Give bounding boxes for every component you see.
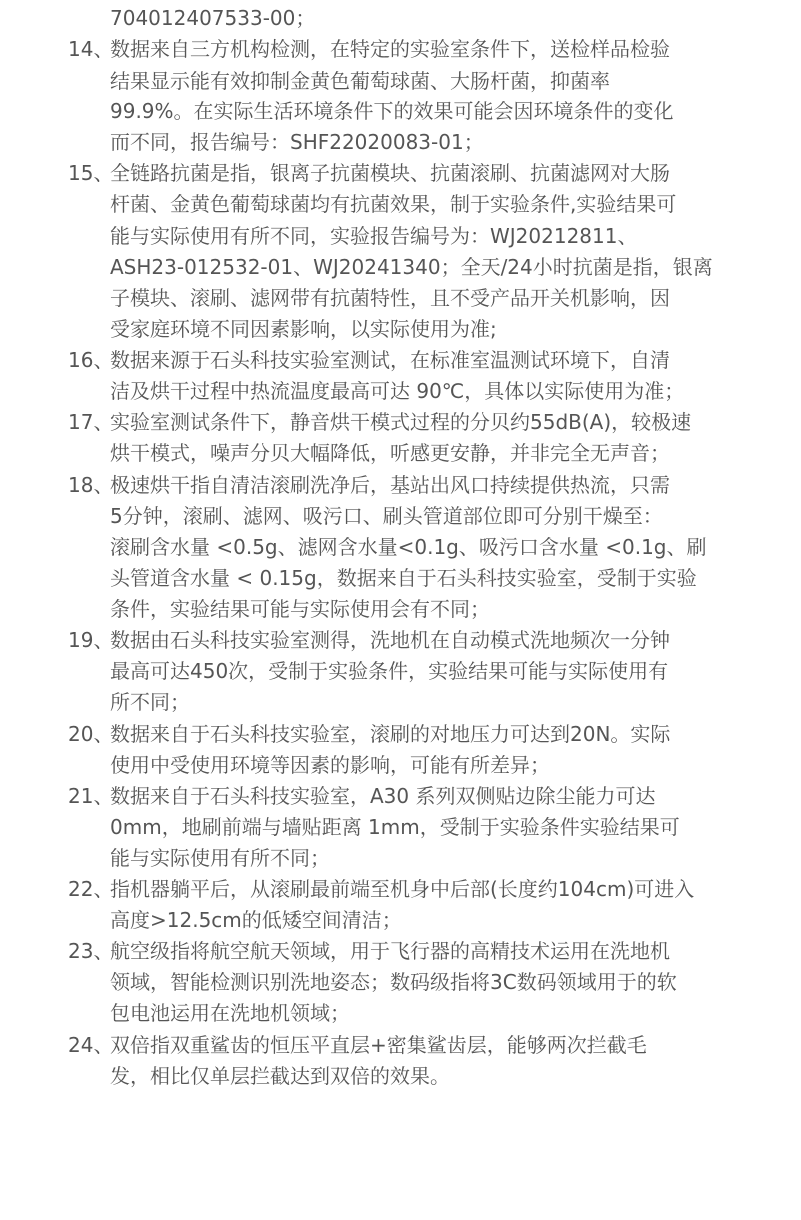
note-18-line-5: 条件，实验结果可能与实际使用会有不同； <box>110 597 490 621</box>
note-number-16: 16、 <box>68 348 114 372</box>
note-number-18: 18、 <box>68 473 114 497</box>
note-number-14: 14、 <box>68 37 114 61</box>
note-13-line-1: 704012407533-00； <box>110 6 316 30</box>
note-14-line-1: 数据来自三方机构检测，在特定的实验室条件下，送检样品检验 <box>110 37 670 61</box>
note-23-line-2: 领域，智能检测识别洗地姿态；数码级指将3C数码领域用于的软 <box>110 970 677 994</box>
note-21-line-2: 0mm，地刷前端与墙贴距离 1mm，受制于实验条件实验结果可 <box>110 815 680 839</box>
note-14-line-2: 结果显示能有效抑制金黄色葡萄球菌、大肠杆菌，抑菌率 <box>110 69 610 93</box>
note-22-line-2: 高度>12.5cm的低矮空间清洁； <box>110 908 402 932</box>
note-18-line-3: 滚刷含水量 <0.5g、滤网含水量<0.1g、吸污口含水量 <0.1g、刷 <box>110 535 707 559</box>
note-23-line-1: 航空级指将航空航天领域，用于飞行器的高精技术运用在洗地机 <box>110 939 670 963</box>
note-15-line-6: 受家庭环境不同因素影响，以实际使用为准; <box>110 317 497 341</box>
note-15-line-4: ASH23-012532-01、WJ20241340；全天/24小时抗菌是指，银离 <box>110 255 713 279</box>
note-17-line-1: 实验室测试条件下，静音烘干模式过程的分贝约55dB(A)，较极速 <box>110 410 692 434</box>
note-22-line-1: 指机器躺平后，从滚刷最前端至机身中后部(长度约104cm)可进入 <box>110 877 695 901</box>
note-21-line-1: 数据来自于石头科技实验室，A30 系列双侧贴边除尘能力可达 <box>110 784 656 808</box>
note-number-22: 22、 <box>68 877 114 901</box>
note-24-line-1: 双倍指双重鲨齿的恒压平直层+密集鲨齿层，能够两次拦截毛 <box>110 1033 647 1057</box>
note-20-line-2: 使用中受使用环境等因素的影响，可能有所差异； <box>110 753 550 777</box>
note-number-20: 20、 <box>68 722 114 746</box>
note-number-21: 21、 <box>68 784 114 808</box>
note-15-line-2: 杆菌、金黄色葡萄球菌均有抗菌效果，制于实验条件,实验结果可 <box>110 192 677 216</box>
note-17-line-2: 烘干模式，噪声分贝大幅降低，听感更安静，并非完全无声音； <box>110 441 670 465</box>
note-18-line-1: 极速烘干指自清洁滚刷洗净后，基站出风口持续提供热流，只需 <box>110 473 670 497</box>
note-number-17: 17、 <box>68 410 114 434</box>
note-20-line-1: 数据来自于石头科技实验室，滚刷的对地压力可达到20N。实际 <box>110 722 671 746</box>
note-18-line-2: 5分钟，滚刷、滤网、吸污口、刷头管道部位即可分别干燥至： <box>110 504 663 528</box>
note-19-line-1: 数据由石头科技实验室测得，洗地机在自动模式洗地频次一分钟 <box>110 628 670 652</box>
note-15-line-3: 能与实际使用有所不同，实验报告编号为：WJ20212811、 <box>110 224 638 248</box>
note-14-line-3: 99.9%。在实际生活环境条件下的效果可能会因环境条件的变化 <box>110 99 674 123</box>
note-18-line-4: 头管道含水量 < 0.15g，数据来自于石头科技实验室，受制于实验 <box>110 566 697 590</box>
note-21-line-3: 能与实际使用有所不同； <box>110 846 330 870</box>
note-24-line-2: 发，相比仅单层拦截达到双倍的效果。 <box>110 1064 450 1088</box>
note-14-line-4: 而不同，报告编号：SHF22020083-01； <box>110 130 484 154</box>
note-15-line-1: 全链路抗菌是指，银离子抗菌模块、抗菌滚刷、抗菌滤网对大肠 <box>110 161 670 185</box>
note-16-line-1: 数据来源于石头科技实验室测试，在标准室温测试环境下，自清 <box>110 348 670 372</box>
note-19-line-2: 最高可达450次，受制于实验条件，实验结果可能与实际使用有 <box>110 659 669 683</box>
note-15-line-5: 子模块、滚刷、滤网带有抗菌特性，且不受产品开关机影响，因 <box>110 286 670 310</box>
note-number-19: 19、 <box>68 628 114 652</box>
note-16-line-2: 洁及烘干过程中热流温度最高可达 90℃，具体以实际使用为准； <box>110 379 685 403</box>
note-number-24: 24、 <box>68 1033 114 1057</box>
note-number-23: 23、 <box>68 939 114 963</box>
note-23-line-3: 包电池运用在洗地机领域； <box>110 1001 350 1025</box>
note-number-15: 15、 <box>68 161 114 185</box>
note-19-line-3: 所不同； <box>110 690 190 714</box>
